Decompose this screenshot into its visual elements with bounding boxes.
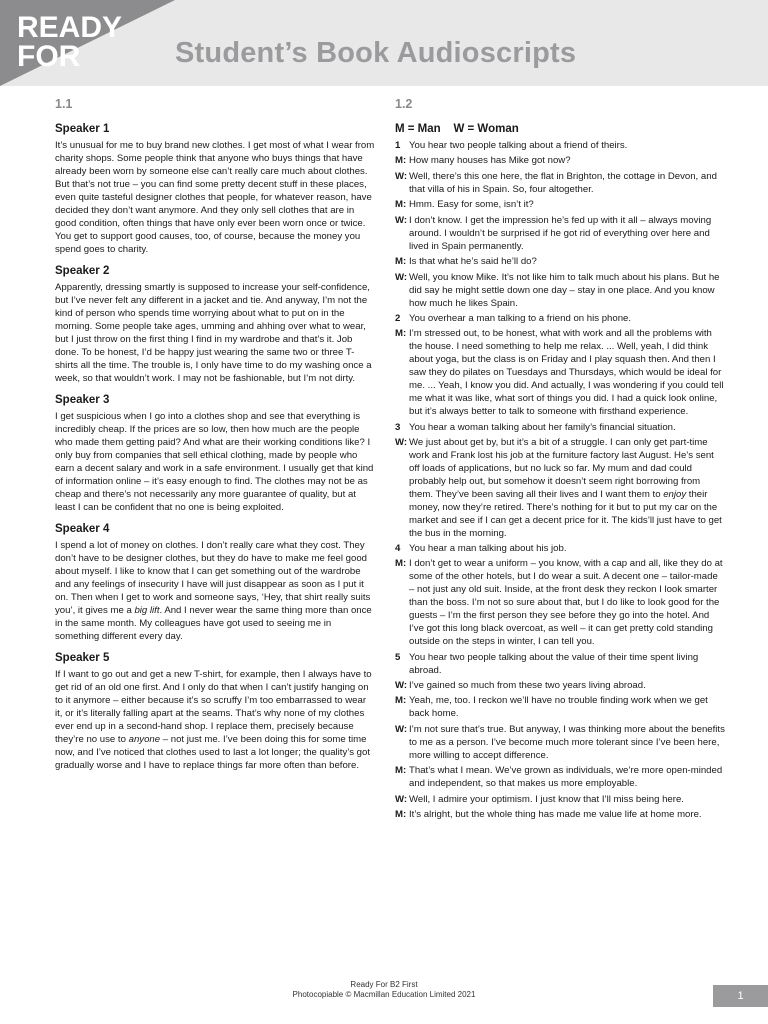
dialogue-line (395, 723, 725, 762)
question-line (395, 421, 725, 434)
speaker-label: W: (395, 271, 408, 283)
question-number: 1 (395, 140, 401, 151)
dialogue-line (395, 255, 725, 268)
dialogue-line (395, 198, 725, 211)
page-header (0, 0, 768, 86)
speaker-label: M: (395, 695, 407, 706)
dialogue-line (395, 170, 725, 196)
line-text: Well, you know Mike. It’s not like him to talk much about his plans. But he did say he might settle down one day – stay in one place. And you know how much he likes Spain. (409, 271, 720, 309)
speaker-label: M: (395, 809, 407, 820)
line-text: You hear a woman talking about her family’s financial situation. (409, 421, 676, 433)
dialogue-list (395, 139, 725, 821)
logo-line-1: READY (17, 11, 123, 44)
question-number: 3 (395, 421, 401, 433)
line-text: You hear two people talking about the value of their time spent living abroad. (409, 651, 699, 676)
line-text: I’ve gained so much from these two years living abroad. (409, 679, 646, 691)
page-footer (0, 980, 768, 1000)
line-text: I don’t know. I get the impression he’s fed up with it all – always moving around. I wouldn’t be surprised if he got rid of everything over here and lived in Spain permanently. (409, 214, 712, 252)
right-column (395, 96, 725, 824)
line-text: I’m stressed out, to be honest, what with work and all the problems with the house. I need something to help me relax. ... Well, yeah, I did think about yoga, but the class is on Friday and I play squash then. And then I saw they do pilates on Tuesdays and Thursdays, which would be ideal for me. ... Yeah, I know you did. And actually, I was wondering if you could tell me what it was like, what sort of things you did. I had a quick look online, but it’s always better to talk to someone with firsthand experience. (409, 328, 724, 417)
dialogue-line (395, 436, 725, 540)
speaker-label: W: (395, 436, 408, 448)
dialogue-line (395, 694, 725, 720)
dialogue-line (395, 679, 725, 692)
logo-line-2: FOR (17, 40, 81, 73)
line-text: Well, there’s this one here, the flat in Brighton, the cottage in Devon, and that villa of his in Spain. So, four altogether. (409, 170, 717, 195)
question-number: 2 (395, 313, 401, 324)
speaker-paragraph: It’s unusual for me to buy brand new clothes. I get most of what I wear from charity shops. Some people think that anyone who buys things that have already been worn by someone else can’t really care much about clothes. But that’s not true – you can find some pretty decent stuff in these places, even quite tasteful designer clothes that people, for whatever reason, have decided they don’t want anymore. And they only sell clothes that are in good condition, often things that have only ever been worn once or twice. You get to support good causes, too, of course, because the money you spend goes to charity. (55, 140, 375, 255)
speaker-label: W: (395, 170, 408, 182)
line-text: Hmm. Easy for some, isn’t it? (409, 199, 534, 210)
speaker-heading: Speaker 3 (55, 394, 110, 406)
dialogue-line (395, 214, 725, 253)
footer-copyright: Photocopiable © Macmillan Education Limited 2021 (292, 990, 476, 999)
question-line (395, 651, 725, 677)
line-text: That’s what I mean. We’ve grown as individuals, we’re more open-minded and independent, so that makes us more employable. (409, 765, 723, 789)
speaker-key: M = Man W = Woman (395, 123, 519, 135)
speaker-paragraph: I get suspicious when I go into a clothes shop and see that everything is incredibly cheap. If the prices are so low, then how much are the people who made them getting paid? And what are their working conditions like? I only buy from companies that sell ethical clothing, made by people who earn a decent salary and work in a safe environment. I usually get that kind of information online – it’s easy enough to find. The clothes may not be as cheap and there’s not necessarily any more guarantee of quality, but at least I can be confident that no one is being exploited. (55, 411, 374, 513)
question-line (395, 139, 725, 152)
dialogue-line (395, 327, 725, 418)
speaker-heading: Speaker 1 (55, 123, 110, 135)
section-number: 1.2 (395, 97, 413, 111)
line-text: It’s alright, but the whole thing has made me value life at home more. (409, 809, 702, 820)
speaker-paragraph: I spend a lot of money on clothes. I don’t really care what they cost. They don’t have to be designer clothes, but they do have to make me feel good about myself. I like to know that I can get something out of the wardrobe and any feelings of insecurity I have will just disappear as soon as I put it on. Then when I get to work and someone says, ‘Hey, that shirt really suits you’, it gives me a big lift. And I never wear the same thing more than once in the same month. My colleagues have got used to seeing me in something different every day. (55, 540, 372, 642)
question-line (395, 312, 725, 325)
speaker-label: M: (395, 155, 407, 166)
speaker-label: M: (395, 765, 407, 776)
question-line (395, 542, 725, 555)
speaker-label: M: (395, 328, 407, 339)
speaker-label: M: (395, 199, 407, 210)
speaker-paragraph: If I want to go out and get a new T-shirt, for example, then I always have to get rid of an old one first. And I only do that when I can’t justify hanging on to it anymore – either because it’s so scruffy I’m too embarrassed to wear it, or it’s literally falling apart at the seams. That’s why none of my clothes ever end up in a second-hand shop. I replace them, precisely because they’re no use to anyone – not just me. I’ve been doing this for some time now, and I’ve noticed that clothes used to last a lot longer; the quality’s got gradually worse and I have to replace things far more often than before. (55, 669, 372, 771)
line-text: Well, I admire your optimism. I just know that I’ll miss being here. (409, 793, 684, 805)
page-number: 1 (713, 985, 768, 1007)
line-text: We just about get by, but it’s a bit of a struggle. I can only get part-time work and Frank lost his job at the furniture factory last August. He’s sent off loads of applications, but no luck so far. My mum and dad could probably help out, but somehow it doesn’t seem right borrowing from them. They’ve been saving all their lives and I want them to enjoy their money, now they’re retired. There’s nothing for it but to put my car on the market and see if I can get a decent price for it. The kids’ll just have to get the bus in the morning. (409, 436, 722, 539)
section-number: 1.1 (55, 97, 73, 111)
line-text: You hear two people talking about a friend of theirs. (409, 140, 628, 151)
line-text: I don’t get to wear a uniform – you know, with a cap and all, like they do at some of the other hotels, but I do wear a suit. A decent one – tailor-made – not just any old suit. Inside, at the front desk they reckon I look smarter than the boss. I’m not so sure about that, but I do like to look good for the guests – I’m the first person they see before they go into the hotel. And I’ve got this long black overcoat, as well – it can get pretty cold standing outside on the steps in winter, I can tell you. (409, 558, 723, 647)
question-number: 4 (395, 543, 401, 554)
ready-for-logo (17, 13, 137, 75)
speaker-label: M: (395, 558, 407, 569)
line-text: You hear a man talking about his job. (409, 543, 567, 554)
footer-book-title: Ready For B2 First (350, 980, 418, 989)
speaker-label: W: (395, 723, 408, 735)
speaker-heading: Speaker 4 (55, 523, 110, 535)
speaker-label: W: (395, 214, 408, 226)
line-text: I’m not sure that’s true. But anyway, I was thinking more about the benefits to me as a person. I’ve become much more tolerant since I’ve been here, more willing to accept difference. (409, 723, 725, 761)
dialogue-line (395, 764, 725, 790)
speaker-label: W: (395, 679, 408, 691)
line-text: You overhear a man talking to a friend on his phone. (409, 313, 632, 324)
speaker-heading: Speaker 2 (55, 265, 110, 277)
dialogue-line (395, 808, 725, 821)
speaker-label: M: (395, 256, 407, 267)
speaker-list (55, 122, 375, 772)
speaker-label: W: (395, 793, 408, 805)
dialogue-line (395, 557, 725, 648)
speaker-heading: Speaker 5 (55, 652, 110, 664)
dialogue-line (395, 793, 725, 806)
line-text: Yeah, me, too. I reckon we’ll have no trouble finding work when we get back home. (409, 695, 708, 719)
left-column (55, 96, 375, 780)
question-number: 5 (395, 651, 401, 663)
line-text: Is that what he’s said he’ll do? (409, 256, 537, 267)
line-text: How many houses has Mike got now? (409, 155, 571, 166)
speaker-paragraph: Apparently, dressing smartly is supposed to increase your self-confidence, but I’ve never felt any different in a jacket and tie. And anyway, I’m not the kind of person who spends time worrying about what to put on in the morning. Some people take ages, umming and ahhing over what to wear, but I just throw on the first thing I find in my wardrobe and that’s it. Job done. To be honest, I’d be happy just wearing the same two or three T-shirts all the time. The trouble is, I only have time to do my washing once a week, so that wouldn’t work. I may not be fashionable, but I’m not dirty. (55, 282, 372, 384)
dialogue-line (395, 271, 725, 310)
dialogue-line (395, 154, 725, 167)
page-title: Student’s Book Audioscripts (175, 37, 577, 69)
